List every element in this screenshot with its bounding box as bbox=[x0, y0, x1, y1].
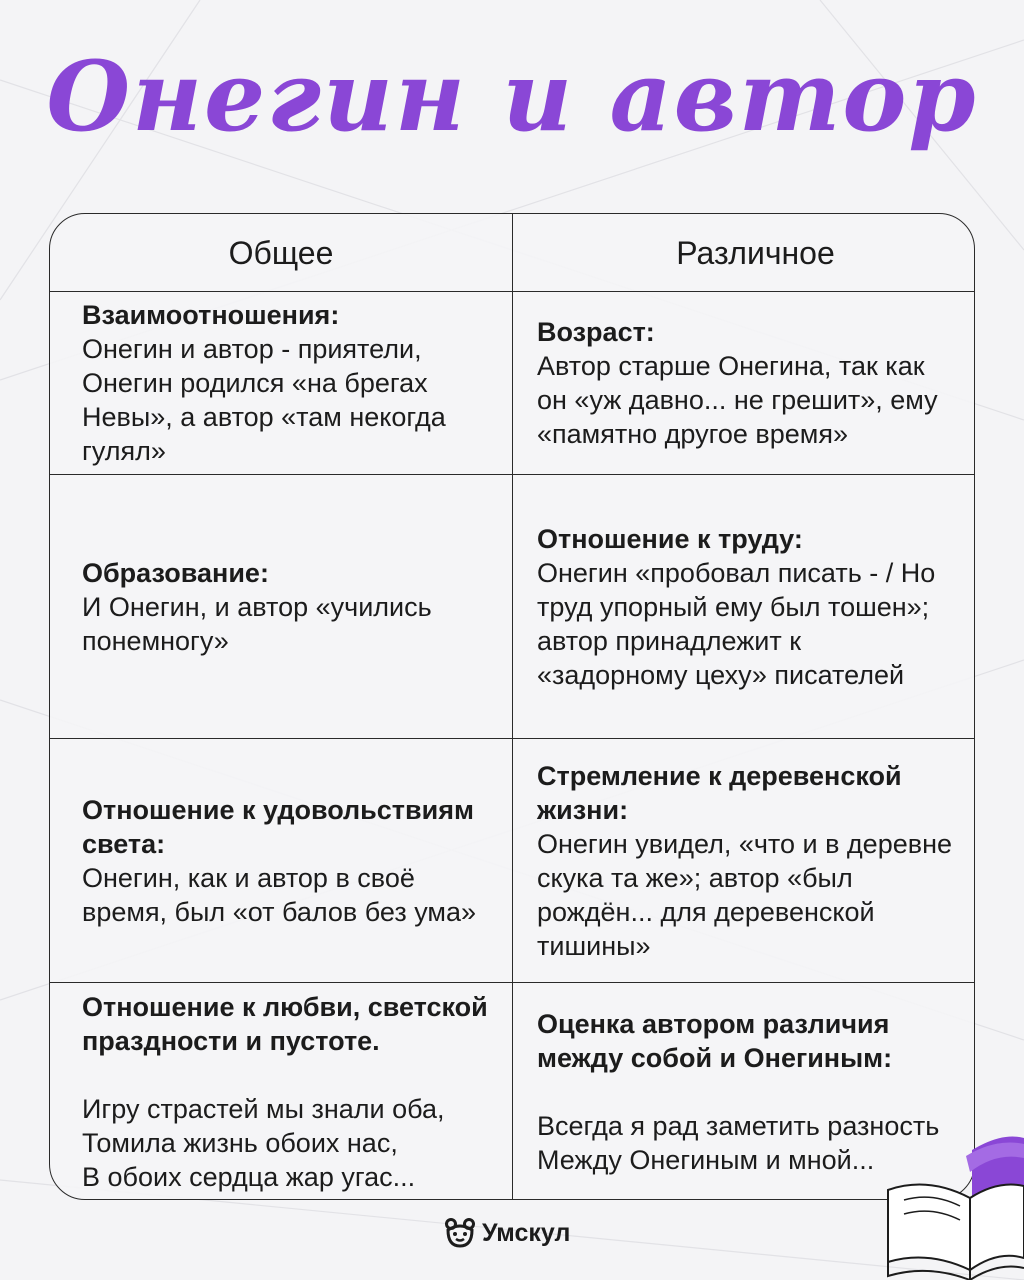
cell-different bbox=[512, 475, 974, 738]
cell-common bbox=[50, 739, 512, 982]
cell-text: Онегин, как и автор в своё время, был «от балов без ума» bbox=[82, 862, 477, 927]
spacer bbox=[82, 1058, 498, 1092]
brand-logo bbox=[444, 1218, 570, 1248]
cell-common bbox=[50, 983, 512, 1200]
cell-text: Онегин «пробовал писать - / Но труд упорный ему был тошен»; автор принадлежит к «задорному цеху» писателей bbox=[537, 557, 936, 690]
cell-text: Игру страстей мы знали оба, Томила жизнь обоих нас, В обоих сердца жар угас... bbox=[82, 1094, 445, 1192]
page-title: Онегин и автор bbox=[46, 40, 978, 153]
table-row bbox=[50, 474, 974, 738]
header-common: Общее bbox=[228, 234, 334, 271]
cell-text: И Онегин, и автор «учились понемногу» bbox=[82, 591, 432, 656]
book-illustration-icon bbox=[884, 1130, 1024, 1280]
comparison-table bbox=[49, 213, 975, 1200]
cell-common bbox=[50, 475, 512, 738]
cell-label: Отношение к труду: bbox=[537, 523, 803, 554]
table-row bbox=[50, 982, 974, 1200]
spacer bbox=[537, 1075, 960, 1109]
cell-different bbox=[512, 292, 974, 474]
table-row bbox=[50, 738, 974, 982]
cell-text: Онегин увидел, «что и в деревне скука та же»; автор «был рождён... для деревенской тишины» bbox=[537, 828, 952, 961]
cell-label: Отношение к удовольствиям света: bbox=[82, 794, 474, 859]
cell-text: Всегда я рад заметить разность Между Онегиным и мной... bbox=[537, 1111, 940, 1175]
cell-different bbox=[512, 739, 974, 982]
table-row bbox=[50, 291, 974, 474]
cell-common bbox=[50, 292, 512, 474]
table-header-row bbox=[50, 214, 974, 291]
cell-label: Возраст: bbox=[537, 317, 655, 347]
bear-logo-icon bbox=[444, 1218, 476, 1248]
cell-label: Стремление к деревенской жизни: bbox=[537, 760, 902, 825]
cell-label: Оценка автором различия между собой и Онегиным: bbox=[537, 1009, 893, 1073]
cell-text: Онегин и автор - приятели, Онегин родился «на брегах Невы», а автор «там некогда гулял» bbox=[82, 334, 446, 466]
cell-label: Образование: bbox=[82, 557, 269, 588]
cell-label: Взаимоотношения: bbox=[82, 300, 340, 330]
header-different: Различное bbox=[512, 214, 974, 291]
cell-text: Автор старше Онегина, так как он «уж давно... не грешит», ему «памятно другое время» bbox=[537, 351, 938, 449]
brand-name: Умскул bbox=[482, 1218, 571, 1247]
cell-label: Отношение к любви, светской праздности и пустоте. bbox=[82, 992, 488, 1056]
